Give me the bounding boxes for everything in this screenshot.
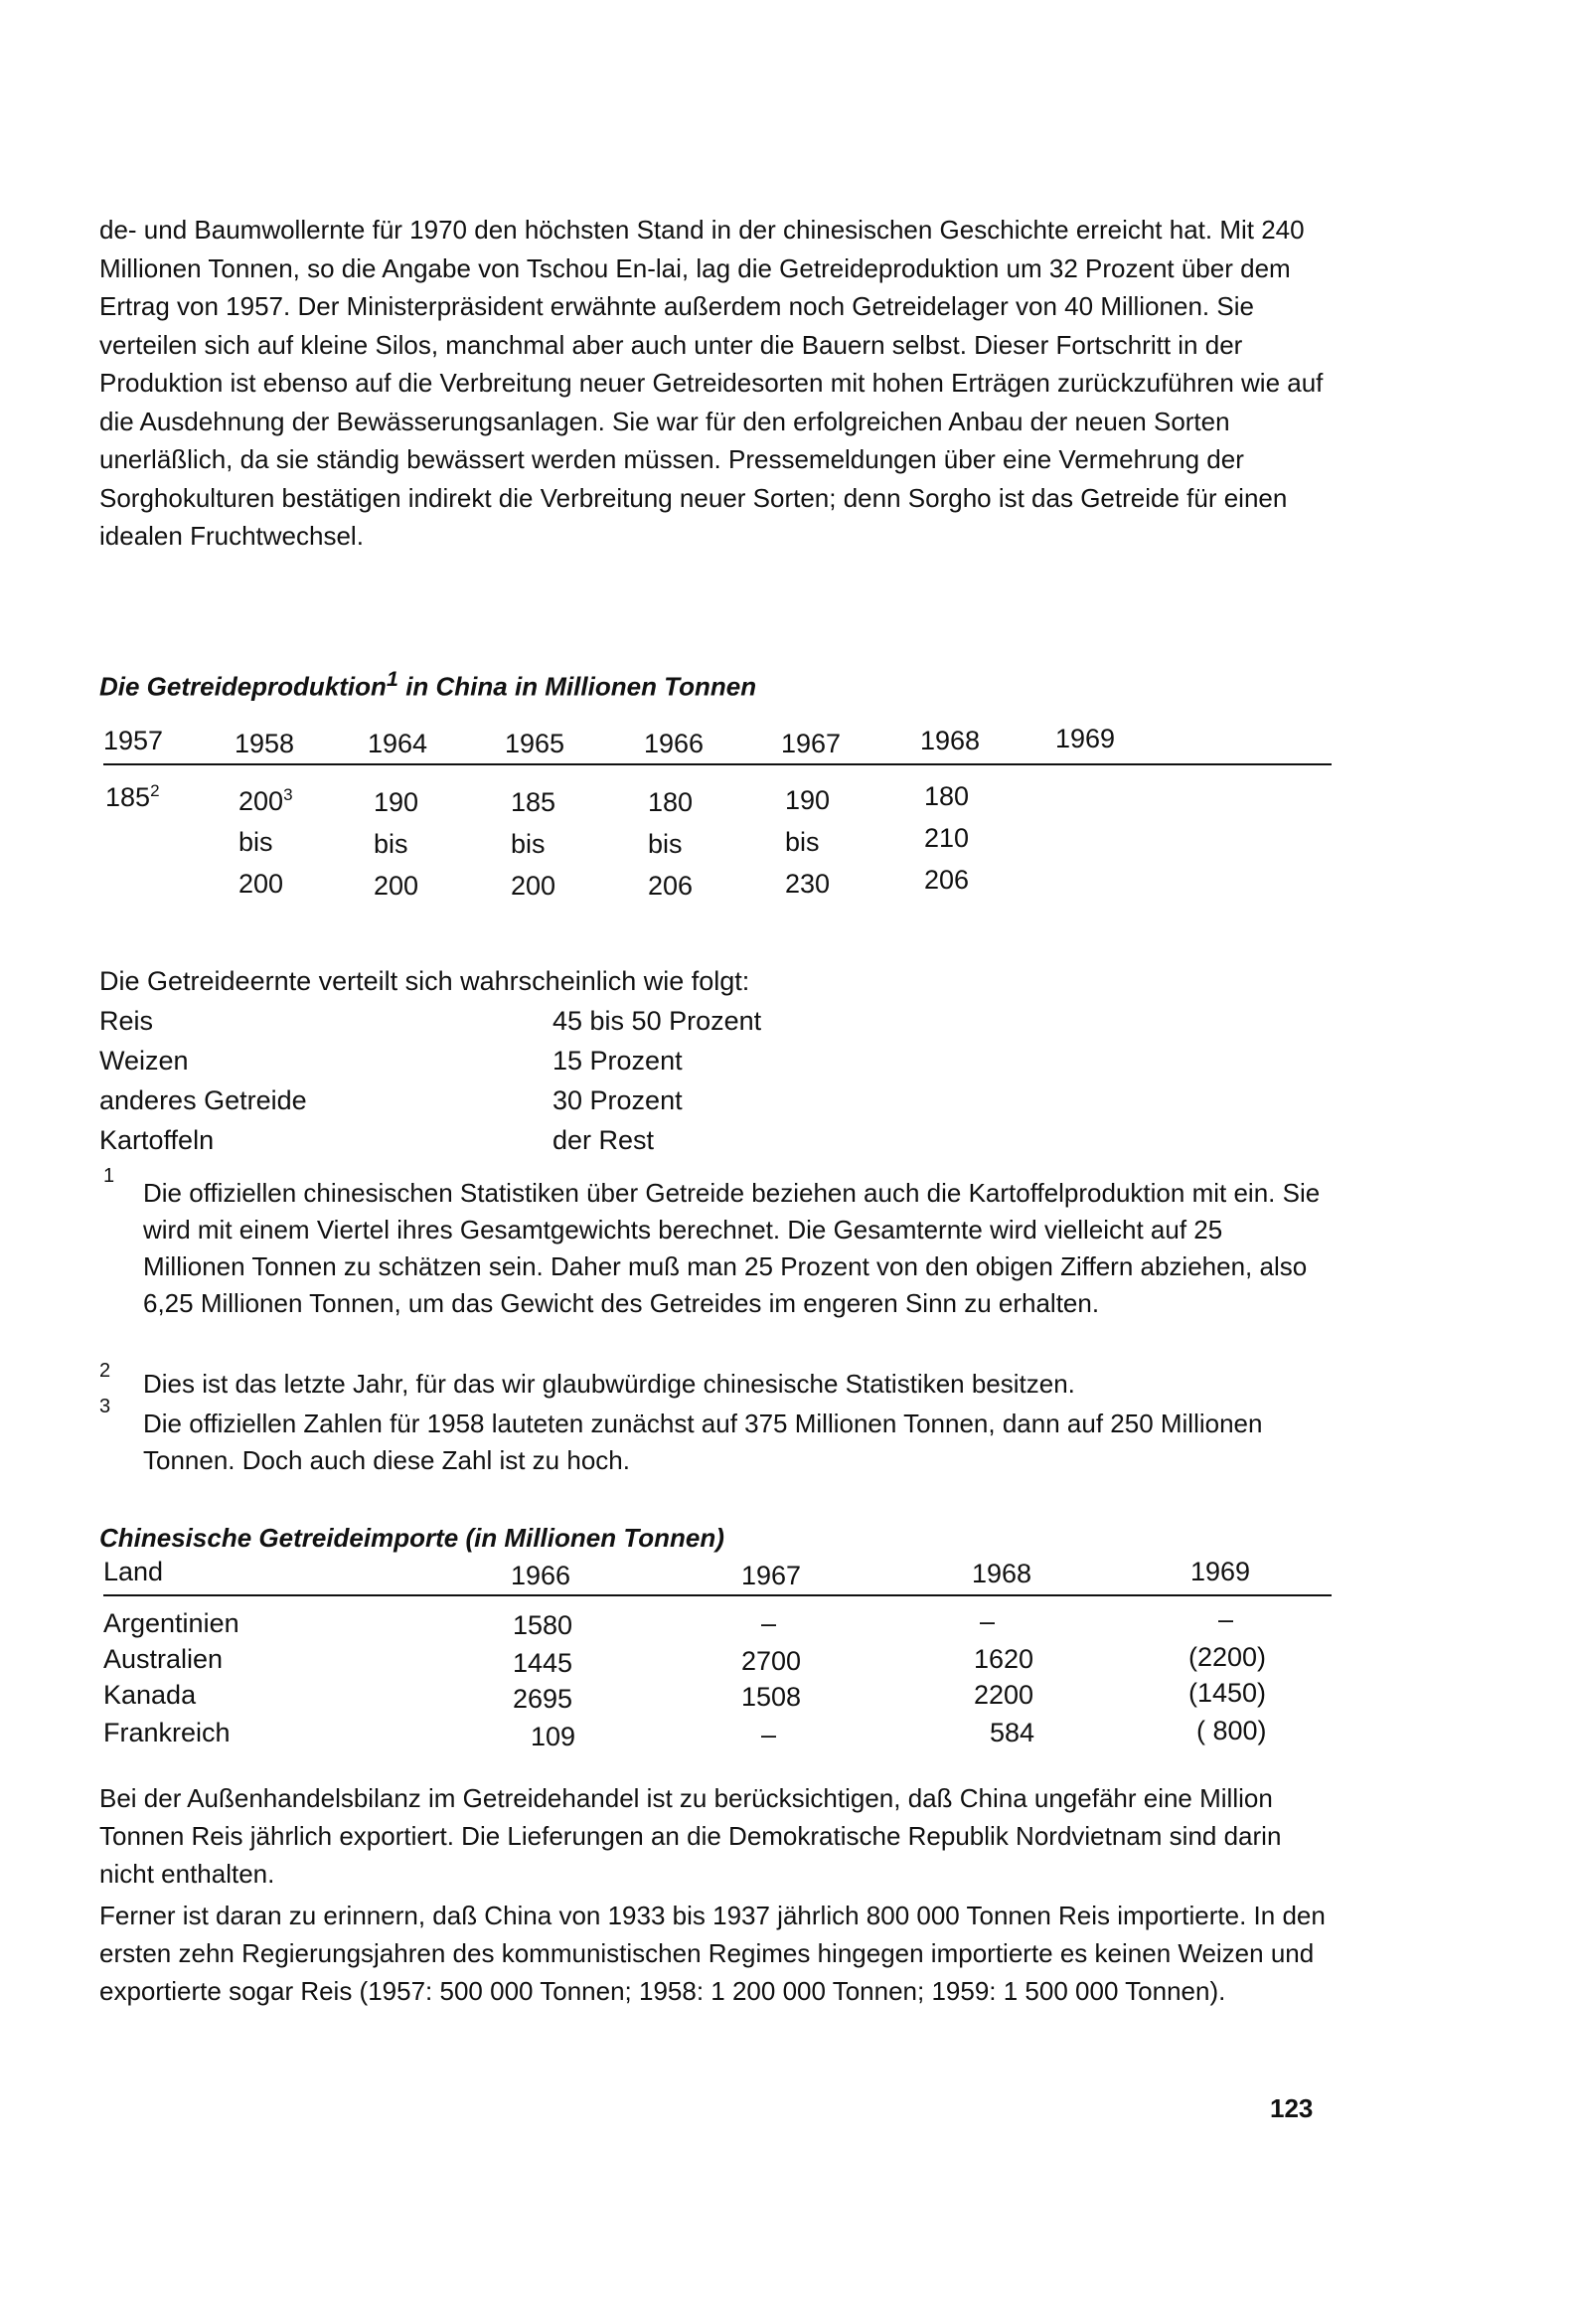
year-header: 1957 [103, 726, 164, 755]
production-title-text: Die Getreideproduktion [99, 671, 387, 702]
footnote-mark: 1 [103, 1165, 115, 1187]
distribution-intro: Die Getreideernte verteilt sich wahrscheinlich wie folgt: [99, 966, 750, 996]
production-title-footnote-mark: 1 [386, 666, 398, 691]
footnote-text: Dies ist das letzte Jahr, für das wir glaubwürdige chinesische Statistiken besitzen. [143, 1369, 1075, 1399]
imports-value: – [1218, 1604, 1234, 1634]
value-1967-high: 230 [785, 869, 831, 899]
year-header: 1958 [235, 729, 295, 758]
imports-country: Australien [103, 1644, 224, 1674]
imports-value: – [761, 1720, 777, 1749]
imports-value: 1580 [513, 1610, 573, 1640]
value-1966-low: 180 [648, 787, 694, 817]
imports-value: – [761, 1608, 777, 1638]
value-1965-high: 200 [511, 871, 556, 901]
year-header: 1964 [368, 729, 428, 758]
value-1968-mid: 210 [924, 823, 970, 853]
distribution-value: der Rest [552, 1125, 655, 1155]
production-title-rest: in China in Millionen Tonnen [397, 671, 757, 702]
value-1958-high: 200 [238, 869, 284, 899]
value-1957 [105, 781, 160, 813]
value-1964-high: 200 [374, 871, 419, 901]
value-1967-bis: bis [785, 827, 820, 857]
distribution-label: Weizen [99, 1046, 189, 1076]
value-1965-low: 185 [511, 787, 556, 817]
imports-value: 109 [531, 1722, 576, 1751]
imports-country: Frankreich [103, 1718, 231, 1747]
value-1964-low: 190 [374, 787, 419, 817]
imports-value: 1508 [741, 1682, 802, 1712]
value-1966-bis: bis [648, 829, 683, 859]
distribution-value: 30 Prozent [552, 1085, 683, 1115]
footnote-mark: 3 [99, 1396, 111, 1417]
year-header: 1968 [920, 726, 981, 755]
distribution-label: anderes Getreide [99, 1085, 307, 1115]
imports-value: 2200 [974, 1680, 1034, 1710]
value-1958-number: 200 [238, 786, 284, 816]
value-1957-footnote-mark: 2 [150, 781, 160, 800]
footnote-mark: 2 [99, 1360, 111, 1382]
production-table-title [99, 666, 756, 703]
year-header: 1967 [781, 729, 842, 758]
imports-value: 2700 [741, 1646, 802, 1676]
imports-header: 1967 [741, 1561, 802, 1590]
imports-value: ( 800) [1196, 1716, 1267, 1745]
imports-header: 1968 [972, 1559, 1032, 1588]
value-1964-bis: bis [374, 829, 408, 859]
distribution-label: Kartoffeln [99, 1125, 215, 1155]
distribution-value: 45 bis 50 Prozent [552, 1006, 762, 1036]
imports-value: – [980, 1606, 996, 1636]
closing-paragraph-1: Bei der Außenhandelsbilanz im Getreidehandel ist zu berücksichtigen, daß China ungefähr eine Million Tonnen Reis jährlich exportiert. Die Lieferungen an die Demokratische Republik Nordvietnam sind darin nicht enthalten. [99, 1783, 1282, 1889]
value-1968-high: 206 [924, 865, 970, 895]
year-header: 1966 [644, 729, 705, 758]
imports-table-title: Chinesische Getreideimporte (in Millionen Tonnen) [99, 1523, 724, 1553]
imports-value: 1445 [513, 1648, 573, 1678]
value-1966-high: 206 [648, 871, 694, 901]
value-1958-bis: bis [238, 827, 273, 857]
production-header-rule [103, 763, 1332, 765]
imports-header: Land [103, 1557, 164, 1586]
page-number: 123 [1270, 2093, 1314, 2123]
closing-paragraph-2: Ferner ist daran zu erinnern, daß China von 1933 bis 1937 jährlich 800 000 Tonnen Reis importierte. In den ersten zehn Regierungsjahren des kommunistischen Regimes hingegen importierte es keinen Weizen und exportierte sogar Reis (1957: 500 000 Tonnen; 1958: 1 200 000 Tonnen; 1959: 1 500 000 Tonnen). [99, 1901, 1326, 2006]
footnote-text: Die offiziellen Zahlen für 1958 lauteten zunächst auf 375 Millionen Tonnen, dann auf 250 Millionen Tonnen. Doch auch diese Zahl ist zu hoch. [143, 1409, 1263, 1475]
value-1967-low: 190 [785, 785, 831, 815]
imports-header: 1969 [1190, 1557, 1251, 1586]
imports-value: 1620 [974, 1644, 1034, 1674]
intro-paragraph: de- und Baumwollernte für 1970 den höchsten Stand in der chinesischen Geschichte erreicht hat. Mit 240 Millionen Tonnen, so die Angabe von Tschou En-lai, lag die Getreideproduktion um 32 Prozent über dem Ertrag von 1957. Der Ministerpräsident erwähnte außerdem noch Getreidelager von 40 Millionen. Sie verteilen sich auf kleine Silos, manchmal aber auch unter die Bauern selbst. Dieser Fortschritt in der Produktion ist ebenso auf die Verbreitung neuer Getreidesorten mit hohen Erträgen zurückzuführen wie auf die Ausdehnung der Bewässerungsanlagen. Sie war für den erfolgreichen Anbau der neuen Sorten unerläßlich, da sie ständig bewässert werden müssen. Pressemeldungen über eine Vermehrung der Sorghokulturen bestätigen indirekt die Verbreitung neuer Sorten; denn Sorgho ist das Getreide für einen idealen Fruchtwechsel. [99, 215, 1324, 551]
imports-value: (1450) [1188, 1678, 1267, 1708]
year-header: 1965 [505, 729, 565, 758]
imports-value: 584 [990, 1718, 1035, 1747]
imports-header: 1966 [511, 1561, 571, 1590]
value-1957-number: 185 [105, 782, 151, 812]
value-1958-footnote-mark: 3 [283, 785, 293, 804]
value-1968-low: 180 [924, 781, 970, 811]
distribution-value: 15 Prozent [552, 1046, 683, 1076]
year-header: 1969 [1055, 724, 1116, 753]
imports-country: Kanada [103, 1680, 197, 1710]
distribution-label: Reis [99, 1006, 154, 1036]
imports-country: Argentinien [103, 1608, 239, 1638]
value-1958-low [238, 785, 293, 817]
footnote-text: Die offiziellen chinesischen Statistiken über Getreide beziehen auch die Kartoffelproduktion mit ein. Sie wird mit einem Viertel ihres Gesamtgewichts berechnet. Die Gesamternte wird vielleicht auf 25 Millionen Tonnen zu schätzen sein. Daher muß man 25 Prozent von den obigen Ziffern abziehen, also 6,25 Millionen Tonnen, um das Gewicht des Getreides im engeren Sinn zu erhalten. [143, 1178, 1321, 1318]
imports-value: (2200) [1188, 1642, 1267, 1672]
imports-header-rule [103, 1594, 1332, 1596]
value-1965-bis: bis [511, 829, 546, 859]
imports-value: 2695 [513, 1684, 573, 1714]
